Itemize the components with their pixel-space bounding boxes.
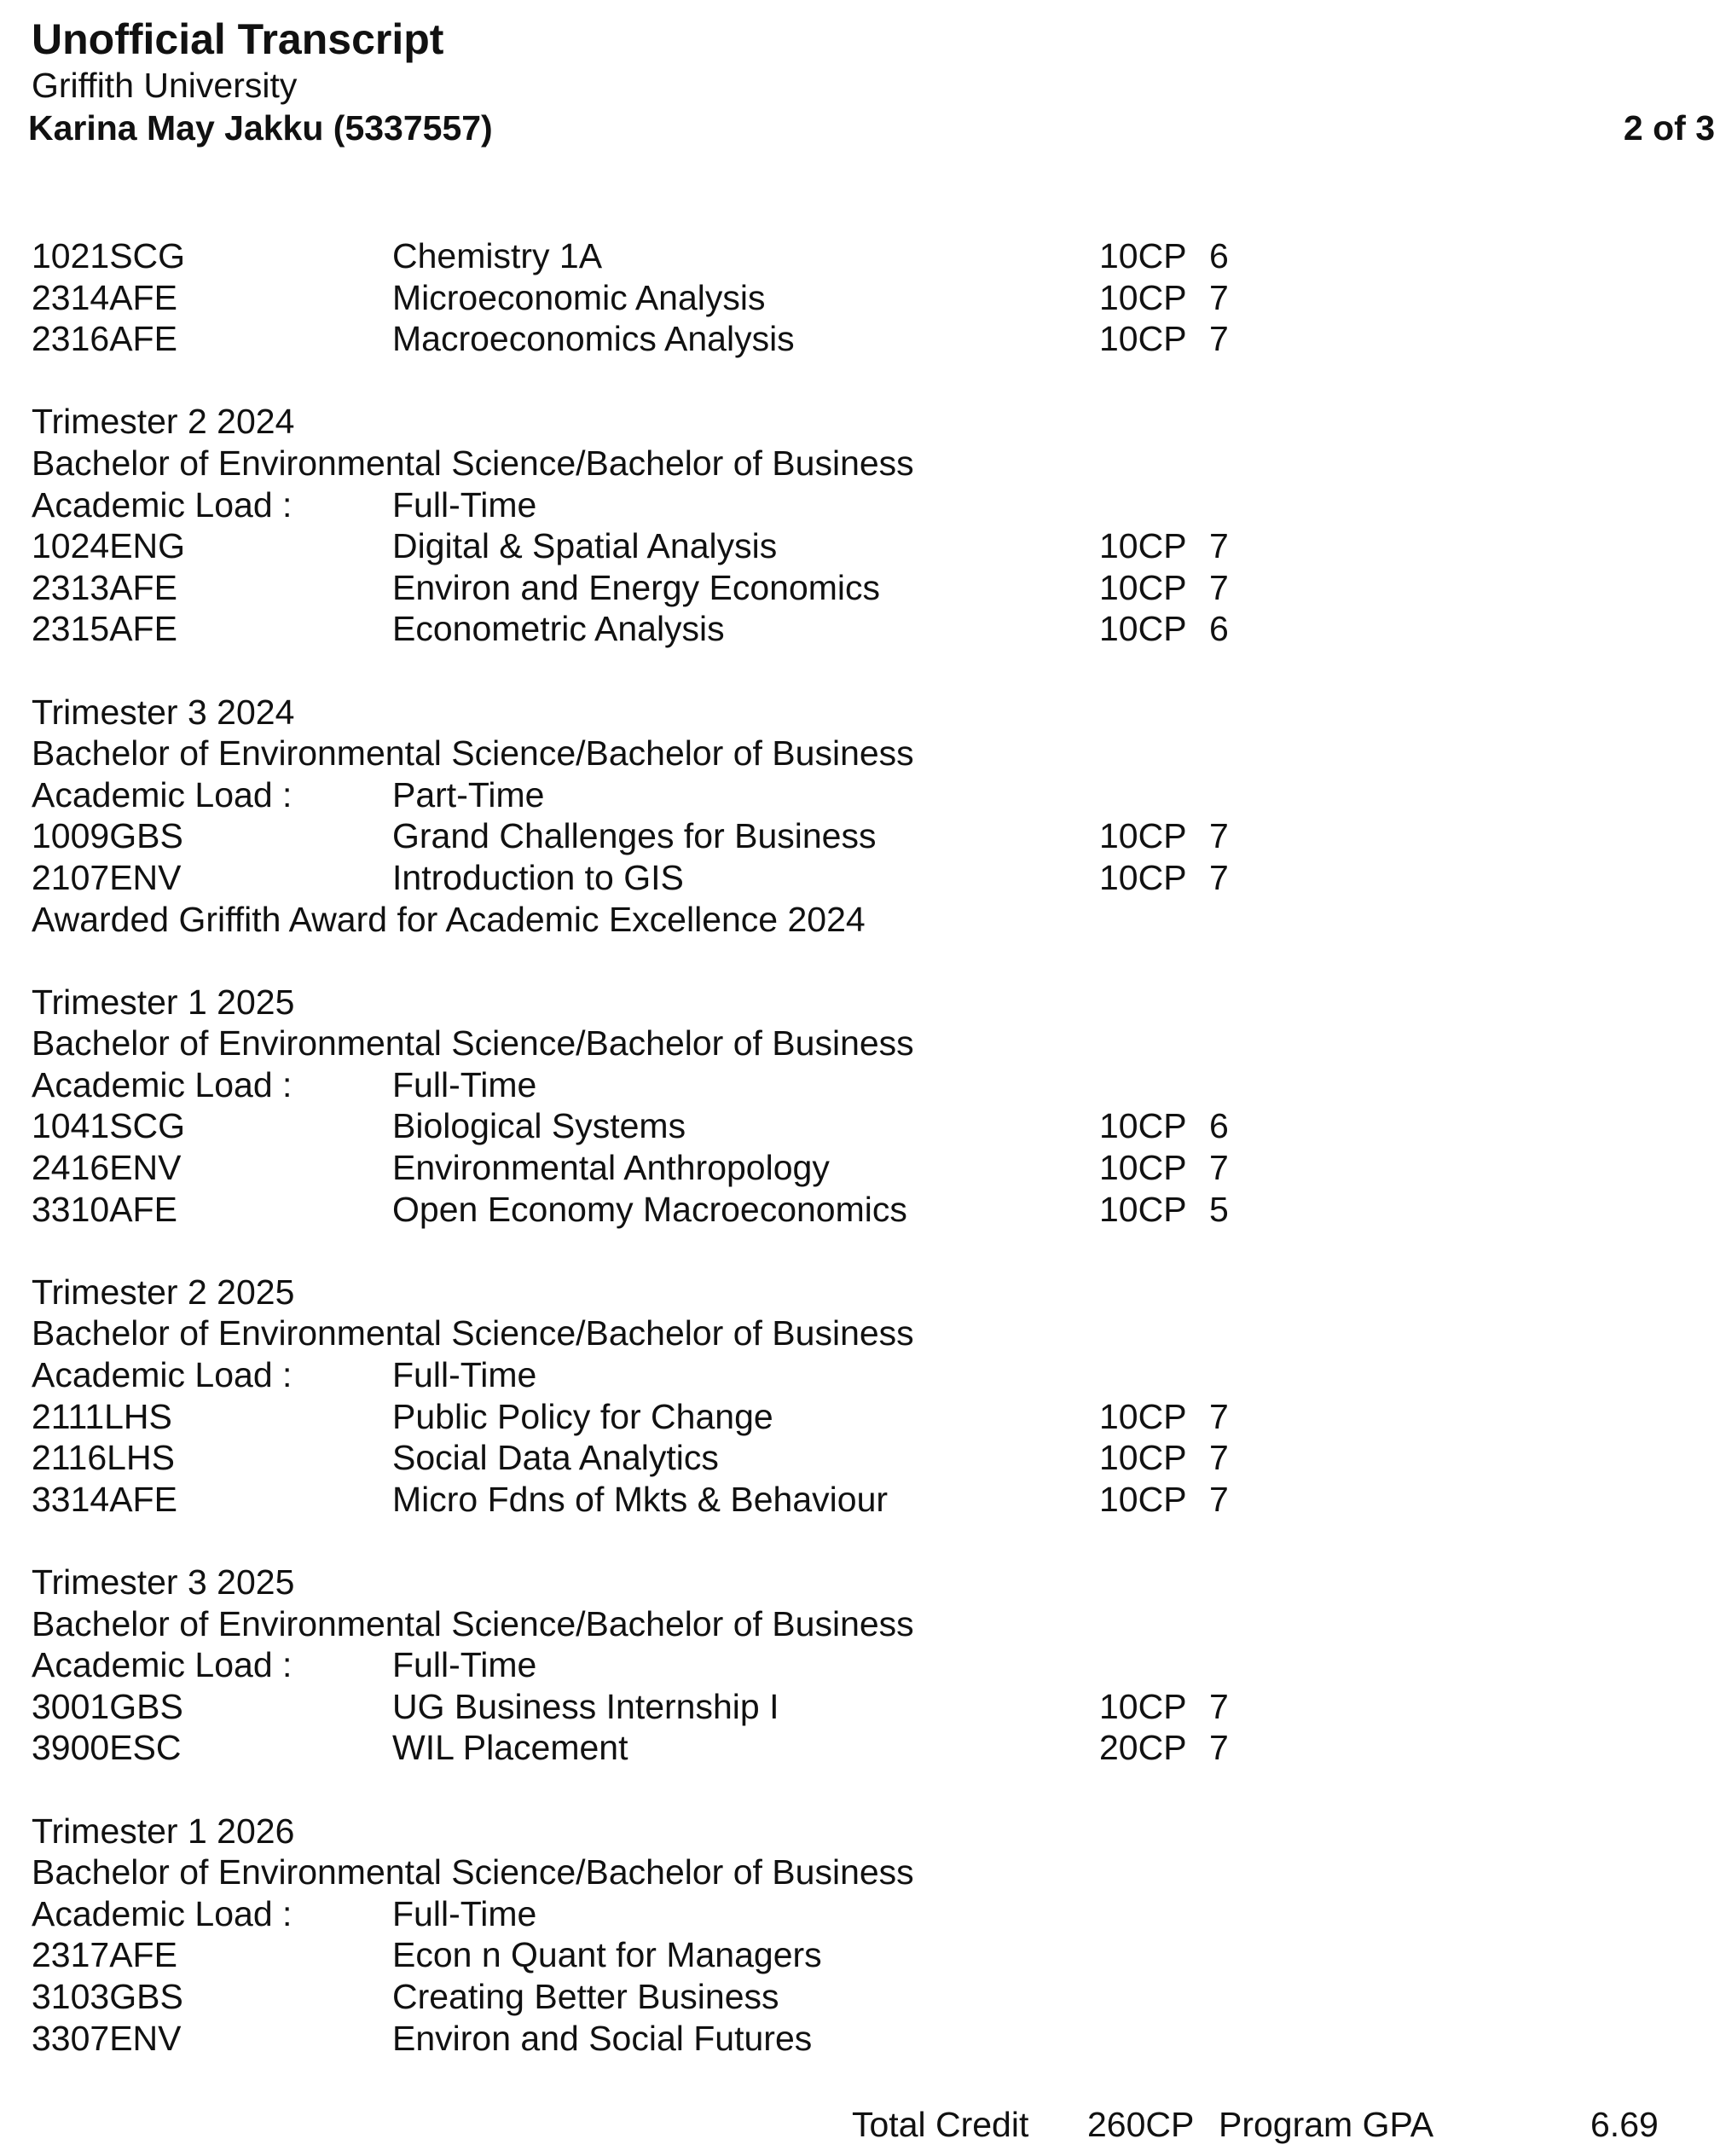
academic-load-label: Academic Load : bbox=[32, 484, 292, 525]
student-name: Karina May Jakku (5337557) bbox=[28, 108, 493, 148]
course-code: 3314AFE bbox=[32, 1479, 177, 1519]
course-credit: 10CP bbox=[1099, 1106, 1187, 1146]
section-gap bbox=[32, 1520, 1703, 1562]
course-title: Macroeconomics Analysis bbox=[392, 319, 795, 359]
program-line bbox=[32, 1023, 1703, 1064]
academic-load-value: Part-Time bbox=[392, 774, 545, 814]
course-credit: 10CP bbox=[1099, 567, 1187, 607]
term-name: Trimester 3 2025 bbox=[32, 1562, 295, 1602]
course-grade: 7 bbox=[1209, 1148, 1229, 1188]
term-name: Trimester 1 2025 bbox=[32, 982, 295, 1022]
course-row bbox=[32, 235, 1703, 277]
course-title: Creating Better Business bbox=[392, 1976, 779, 2016]
course-row bbox=[32, 318, 1703, 360]
course-row bbox=[32, 608, 1703, 650]
course-row bbox=[32, 1934, 1703, 1976]
course-credit: 10CP bbox=[1099, 816, 1187, 856]
course-row bbox=[32, 815, 1703, 857]
program-gpa-value: 6.69 bbox=[1590, 2105, 1659, 2144]
academic-load-label: Academic Load : bbox=[32, 1893, 292, 1933]
course-title: Digital & Spatial Analysis bbox=[392, 526, 778, 566]
course-code: 2111LHS bbox=[32, 1396, 172, 1436]
course-title: Environmental Anthropology bbox=[392, 1148, 830, 1188]
course-code: 3310AFE bbox=[32, 1189, 177, 1229]
course-credit: 10CP bbox=[1099, 319, 1187, 359]
course-title: Chemistry 1A bbox=[392, 236, 603, 275]
section-gap bbox=[32, 940, 1703, 982]
course-title: Econometric Analysis bbox=[392, 609, 725, 649]
term-name: Trimester 2 2024 bbox=[32, 402, 295, 442]
course-code: 2314AFE bbox=[32, 277, 177, 317]
course-title: Social Data Analytics bbox=[392, 1438, 719, 1478]
course-code: 2315AFE bbox=[32, 609, 177, 649]
award-note: Awarded Griffith Award for Academic Excellence 2024 bbox=[32, 899, 866, 939]
course-credit: 10CP bbox=[1099, 1396, 1187, 1436]
course-credit: 10CP bbox=[1099, 236, 1187, 275]
course-row bbox=[32, 1189, 1703, 1231]
course-row bbox=[32, 1479, 1703, 1521]
course-title: Open Economy Macroeconomics bbox=[392, 1189, 907, 1229]
course-code: 3900ESC bbox=[32, 1728, 182, 1768]
award-note-row bbox=[32, 899, 1703, 941]
academic-load-value: Full-Time bbox=[392, 484, 537, 525]
term-name: Trimester 3 2024 bbox=[32, 692, 295, 732]
course-title: Econ n Quant for Managers bbox=[392, 1935, 822, 1975]
course-credit: 10CP bbox=[1099, 1148, 1187, 1188]
course-title: Environ and Energy Economics bbox=[392, 567, 881, 607]
total-credit-label: Total Credit bbox=[852, 2105, 1029, 2144]
course-credit: 10CP bbox=[1099, 277, 1187, 317]
course-code: 2316AFE bbox=[32, 319, 177, 359]
term-name: Trimester 2 2025 bbox=[32, 1272, 295, 1312]
section-gap bbox=[32, 1769, 1703, 1811]
course-title: Biological Systems bbox=[392, 1106, 686, 1146]
course-row bbox=[32, 1976, 1703, 2018]
course-title: UG Business Internship I bbox=[392, 1686, 779, 1726]
course-code: 2116LHS bbox=[32, 1438, 175, 1478]
academic-load-value: Full-Time bbox=[392, 1893, 537, 1933]
course-grade: 6 bbox=[1209, 609, 1229, 649]
course-credit: 10CP bbox=[1099, 526, 1187, 566]
academic-load-value: Full-Time bbox=[392, 1645, 537, 1685]
course-code: 1024ENG bbox=[32, 526, 186, 566]
course-credit: 10CP bbox=[1099, 1686, 1187, 1726]
course-grade: 7 bbox=[1209, 1396, 1229, 1436]
course-row bbox=[32, 1105, 1703, 1147]
course-code: 3307ENV bbox=[32, 2018, 182, 2058]
course-row bbox=[32, 1686, 1703, 1728]
program-line bbox=[32, 443, 1703, 484]
term-heading bbox=[32, 401, 1703, 443]
academic-load-row bbox=[32, 1064, 1703, 1106]
program-line bbox=[32, 733, 1703, 774]
term-heading bbox=[32, 982, 1703, 1023]
course-row bbox=[32, 567, 1703, 609]
transcript-body bbox=[32, 235, 1703, 2059]
course-code: 2416ENV bbox=[32, 1148, 182, 1188]
term-heading bbox=[32, 1272, 1703, 1313]
course-credit: 10CP bbox=[1099, 609, 1187, 649]
section-gap bbox=[32, 1230, 1703, 1272]
course-title: Micro Fdns of Mkts & Behaviour bbox=[392, 1479, 889, 1519]
program-name: Bachelor of Environmental Science/Bachelor of Business bbox=[32, 1023, 914, 1064]
total-credit-value: 260CP bbox=[1087, 2105, 1195, 2144]
course-code: 2107ENV bbox=[32, 857, 182, 897]
course-title: WIL Placement bbox=[392, 1728, 628, 1768]
academic-load-label: Academic Load : bbox=[32, 774, 292, 814]
course-row bbox=[32, 277, 1703, 319]
course-title: Grand Challenges for Business bbox=[392, 816, 877, 856]
course-credit: 20CP bbox=[1099, 1728, 1187, 1768]
course-title: Public Policy for Change bbox=[392, 1396, 773, 1436]
academic-load-label: Academic Load : bbox=[32, 1355, 292, 1395]
course-grade: 7 bbox=[1209, 816, 1229, 856]
academic-load-value: Full-Time bbox=[392, 1064, 537, 1104]
academic-load-row bbox=[32, 1644, 1703, 1686]
course-grade: 7 bbox=[1209, 319, 1229, 359]
course-grade: 7 bbox=[1209, 526, 1229, 566]
university-name: Griffith University bbox=[32, 66, 298, 105]
course-row bbox=[32, 1727, 1703, 1769]
term-heading bbox=[32, 1562, 1703, 1603]
page-number: 2 of 3 bbox=[1623, 108, 1715, 148]
course-row bbox=[32, 1437, 1703, 1479]
academic-load-row bbox=[32, 1354, 1703, 1396]
program-name: Bachelor of Environmental Science/Bachelor of Business bbox=[32, 1852, 914, 1892]
course-grade: 7 bbox=[1209, 567, 1229, 607]
course-code: 1009GBS bbox=[32, 816, 183, 856]
academic-load-row bbox=[32, 484, 1703, 526]
term-heading bbox=[32, 1811, 1703, 1852]
term-name: Trimester 1 2026 bbox=[32, 1811, 295, 1851]
course-code: 3103GBS bbox=[32, 1976, 183, 2016]
course-title: Introduction to GIS bbox=[392, 857, 684, 897]
course-credit: 10CP bbox=[1099, 1189, 1187, 1229]
course-grade: 6 bbox=[1209, 236, 1229, 275]
section-gap bbox=[32, 650, 1703, 692]
course-code: 2317AFE bbox=[32, 1935, 177, 1975]
program-line bbox=[32, 1313, 1703, 1354]
course-grade: 7 bbox=[1209, 277, 1229, 317]
program-line bbox=[32, 1852, 1703, 1893]
term-heading bbox=[32, 692, 1703, 733]
course-code: 1021SCG bbox=[32, 236, 186, 275]
page-title: Unofficial Transcript bbox=[32, 15, 444, 63]
course-grade: 7 bbox=[1209, 1438, 1229, 1478]
course-title: Microeconomic Analysis bbox=[392, 277, 766, 317]
academic-load-row bbox=[32, 1893, 1703, 1935]
program-name: Bachelor of Environmental Science/Bachelor of Business bbox=[32, 1603, 914, 1643]
academic-load-row bbox=[32, 774, 1703, 816]
academic-load-label: Academic Load : bbox=[32, 1064, 292, 1104]
program-name: Bachelor of Environmental Science/Bachelor of Business bbox=[32, 1313, 914, 1353]
course-code: 3001GBS bbox=[32, 1686, 183, 1726]
academic-load-label: Academic Load : bbox=[32, 1645, 292, 1685]
course-code: 1041SCG bbox=[32, 1106, 186, 1146]
program-line bbox=[32, 1603, 1703, 1645]
course-row bbox=[32, 1147, 1703, 1189]
course-row bbox=[32, 1396, 1703, 1438]
course-grade: 6 bbox=[1209, 1106, 1229, 1146]
course-row bbox=[32, 525, 1703, 567]
section-gap bbox=[32, 360, 1703, 402]
program-name: Bachelor of Environmental Science/Bachelor of Business bbox=[32, 443, 914, 483]
course-row bbox=[32, 857, 1703, 899]
academic-load-value: Full-Time bbox=[392, 1355, 537, 1395]
course-row bbox=[32, 2018, 1703, 2060]
course-grade: 7 bbox=[1209, 1479, 1229, 1519]
course-grade: 7 bbox=[1209, 1686, 1229, 1726]
course-code: 2313AFE bbox=[32, 567, 177, 607]
course-credit: 10CP bbox=[1099, 857, 1187, 897]
course-credit: 10CP bbox=[1099, 1438, 1187, 1478]
program-name: Bachelor of Environmental Science/Bachelor of Business bbox=[32, 733, 914, 774]
course-grade: 5 bbox=[1209, 1189, 1229, 1229]
course-credit: 10CP bbox=[1099, 1479, 1187, 1519]
program-gpa-label: Program GPA bbox=[1219, 2105, 1434, 2144]
course-grade: 7 bbox=[1209, 1728, 1229, 1768]
course-title: Environ and Social Futures bbox=[392, 2018, 813, 2058]
course-grade: 7 bbox=[1209, 857, 1229, 897]
